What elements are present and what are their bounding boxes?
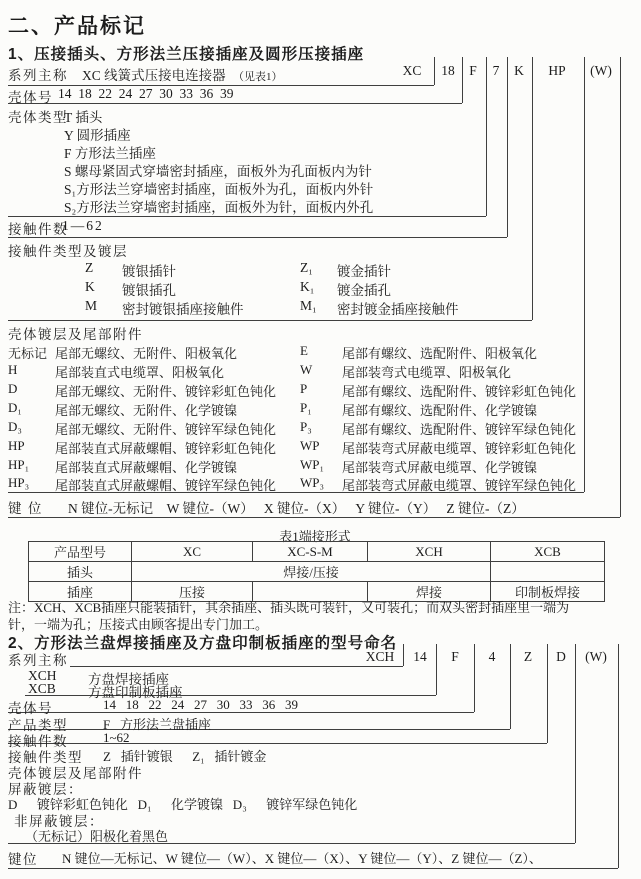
s1-ct-desc: 镀金插孔 <box>337 283 391 298</box>
s1-code-shelltype: F <box>469 63 477 78</box>
s1-ct-code: M <box>85 298 98 313</box>
s2-code-series: XCH <box>365 649 395 664</box>
s1-plating-desc: 尾部装直式屏蔽螺帽、镀锌彩虹色钝化 <box>55 441 277 456</box>
table-cell: XCB <box>491 542 605 562</box>
s1-plating-code: P₃ <box>300 419 312 434</box>
table-cell: XCH <box>368 542 491 562</box>
table-cell: 印制板焊接 <box>491 582 605 602</box>
s1-ct-code: K₁ <box>300 279 315 294</box>
s1-shelltype-item: T 插头 <box>64 110 103 125</box>
s1-plating-desc: 尾部无螺纹、无附件、阳极氧化 <box>55 346 238 361</box>
s2-code-contacttype: Z <box>523 649 533 664</box>
connector-hline <box>8 216 486 217</box>
s2-plating-label: 壳体镀层及尾部附件 <box>8 766 143 781</box>
section2-heading: 2、方形法兰盘焊接插座及方盘印制板插座的型号命名 <box>8 635 398 652</box>
s1-ct-code: K <box>85 279 95 294</box>
s2-contacttype-value: Z 插针镀银 Z₁ 插针镀金 <box>103 749 267 764</box>
s1-plating-code: D₁ <box>8 400 22 415</box>
connector-vline <box>436 644 437 695</box>
s1-code-shellno: 18 <box>441 63 455 78</box>
s1-plating-code: E <box>300 343 308 358</box>
s1-plating-desc: 尾部有螺纹、选配附件、镀锌彩虹色钝化 <box>342 384 577 399</box>
connector-hline <box>8 729 510 730</box>
connector-vline <box>462 57 463 103</box>
s1-ct-code: Z₁ <box>300 260 313 275</box>
s1-shelltype-label: 壳体类型 <box>8 110 68 125</box>
s1-plating-code: D <box>8 381 18 396</box>
table-cell: 插头 <box>29 562 132 582</box>
connector-vline <box>434 57 435 85</box>
connector-hline <box>25 695 436 696</box>
connector-hline <box>70 666 403 667</box>
s1-code-contactcount: 7 <box>492 63 500 78</box>
s1-ct-desc: 镀银插孔 <box>122 283 176 298</box>
connector-vline <box>532 57 533 320</box>
connector-vline <box>618 644 619 868</box>
s2-contactcount-value: 1~62 <box>103 730 130 745</box>
s1-plating-desc: 尾部有螺纹、选配附件、镀锌军绿色钝化 <box>342 422 577 437</box>
s2-shield-value: D 镀锌彩虹色钝化 D₁ 化学镀镍 D₃ 镀锌军绿色钝化 <box>8 797 358 812</box>
page-title: 二、产品标记 <box>8 15 146 38</box>
s1-plating-desc: 尾部无螺纹、无附件、镀锌军绿色钝化 <box>55 422 277 437</box>
s1-shellno-label: 壳体号 <box>8 90 53 105</box>
s1-plating-desc: 尾部装弯式屏蔽电缆罩、镀锌彩虹色钝化 <box>342 441 577 456</box>
connector-hline <box>8 517 620 518</box>
table-cell: 产品型号 <box>29 542 132 562</box>
connector-vline <box>547 644 548 743</box>
s2-shield-label: 屏蔽镀层： <box>8 782 83 797</box>
s1-plating-desc: 尾部有螺纹、选配附件、阳极氧化 <box>342 346 538 361</box>
table-cell: 插座 <box>29 582 132 602</box>
s1-plating-code: W <box>300 362 313 377</box>
s2-code-producttype: F <box>451 649 459 664</box>
s1-shelltype-item: S₂方形法兰穿墙密封插座，面板外为针，面板内外孔 <box>64 200 374 215</box>
s2-nonshield-label: 非屏蔽镀层： <box>14 814 104 829</box>
table-cell: XC <box>132 542 253 562</box>
s1-plating-desc: 尾部装弯式电缆罩、阳极氧化 <box>342 365 512 380</box>
s2-series-label: 系列主称 <box>8 653 68 668</box>
s1-shelltype-item: S 螺母紧固式穿墙密封插座，面板外为孔面板内为针 <box>64 164 372 179</box>
s2-producttype-value: F 方形法兰盘插座 <box>103 717 211 732</box>
s1-plating-code: P₁ <box>300 400 312 415</box>
s1-plating-code: WP <box>300 438 320 453</box>
s1-plating-desc: 尾部装弯式屏蔽电缆罩、镀锌军绿色钝化 <box>342 478 577 493</box>
s1-plating-desc: 尾部装直式屏蔽螺帽、镀锌军绿色钝化 <box>55 478 277 493</box>
s1-plating-code: 无标记 <box>8 346 48 361</box>
s1-code-contacttype: K <box>514 63 524 78</box>
table-cell: XC-S-M <box>253 542 368 562</box>
s1-contacttype-label: 接触件类型及镀层 <box>8 244 128 259</box>
s1-plating-code: HP <box>8 438 25 453</box>
s1-plating-code: WP₃ <box>300 475 325 490</box>
s1-plating-desc: 尾部装直式电缆罩、阳极氧化 <box>55 365 225 380</box>
s1-code-series: XC <box>402 63 422 78</box>
connector-hline <box>8 320 532 321</box>
s2-code-shellno: 14 <box>413 649 427 664</box>
s1-series-label: 系列主称 <box>8 68 68 83</box>
s1-plating-code: HP₁ <box>8 457 30 472</box>
s1-code-plating: HP <box>548 63 566 78</box>
table-cell <box>491 562 605 582</box>
connector-vline <box>403 644 404 666</box>
s1-shelltype-item: Y 圆形插座 <box>64 128 131 143</box>
s1-shellno-values: 14 18 22 24 27 30 33 36 39 <box>58 86 234 101</box>
s1-shelltype-item: F 方形法兰插座 <box>64 146 156 161</box>
s1-contactcount-value: 1—62 <box>62 218 104 233</box>
s1-key-value: N 键位-无标记 W 键位-（W） X 键位-（X） Y 键位-（Y） Z 键位-（Z） <box>68 501 525 516</box>
s2-shellno-values: 14 18 22 24 27 30 33 36 39 <box>103 697 298 712</box>
s2-contacttype-label: 接触件类型 <box>8 750 83 765</box>
s2-nonshield-value: （无标记）阳极化着黑色 <box>25 829 169 844</box>
s1-series-note: （见表1） <box>233 71 283 83</box>
s1-plating-desc: 尾部装弯式屏蔽电缆罩、化学镀镍 <box>342 460 538 475</box>
s1-plating-label: 壳体镀层及尾部附件 <box>8 327 143 342</box>
s1-plating-desc: 尾部无螺纹、无附件、化学镀镍 <box>55 403 238 418</box>
s2-code-plating: D <box>556 649 566 664</box>
connector-vline <box>584 57 585 492</box>
s1-plating-desc: 尾部装直式屏蔽螺帽、化学镀镍 <box>55 460 238 475</box>
connector-vline <box>575 644 576 843</box>
table-row <box>29 562 605 582</box>
connector-vline <box>486 57 487 216</box>
table-cell: 焊接 <box>368 582 491 602</box>
s2-code-key: (W) <box>585 649 607 664</box>
s1-plating-code: P <box>300 381 308 396</box>
connector-hline <box>8 743 547 744</box>
connector-hline <box>8 868 618 869</box>
s2-code-contactcount: 4 <box>488 649 496 664</box>
s1-ct-desc: 镀金插针 <box>337 264 391 279</box>
s1-contactcount-label: 接触件数 <box>8 222 68 237</box>
table-cell: 焊接/压接 <box>132 562 491 582</box>
connector-vline <box>507 57 508 237</box>
s2-series-option-desc: 方盘印制板插座 <box>88 685 183 700</box>
s1-ct-desc: 镀银插针 <box>122 264 176 279</box>
s1-plating-code: H <box>8 362 18 377</box>
table-row <box>29 542 605 562</box>
s1-ct-desc: 密封镀银插座接触件 <box>122 302 244 317</box>
s2-producttype-label: 产品类型 <box>8 718 68 733</box>
table1 <box>28 541 605 602</box>
connector-hline <box>8 103 462 104</box>
s1-code-key: (W) <box>590 63 612 78</box>
s1-plating-desc: 尾部无螺纹、无附件、镀锌彩虹色钝化 <box>55 384 277 399</box>
note-line2: 针，一端为孔；压接式由顾客提出专门加工。 <box>8 617 269 632</box>
s1-series-value: XC 线簧式压接电连接器 <box>82 68 226 83</box>
s1-shelltype-item: S₁方形法兰穿墙密封插座，面板外为孔，面板内外针 <box>64 182 374 197</box>
table1-caption: 表1端接形式 <box>279 529 351 544</box>
s2-series-option-code: XCH <box>28 668 57 683</box>
s1-ct-code: Z <box>85 260 94 275</box>
s2-shellno-label: 壳体号 <box>8 701 53 716</box>
s2-series-option-desc: 方盘焊接插座 <box>88 672 169 687</box>
s1-plating-code: D₃ <box>8 419 22 434</box>
connector-vline <box>474 644 475 712</box>
connector-vline <box>620 57 621 517</box>
s2-key-label: 键位 <box>8 852 38 867</box>
s2-series-option-code: XCB <box>28 681 56 696</box>
s1-plating-code: WP₁ <box>300 457 325 472</box>
s1-ct-code: M₁ <box>300 298 317 313</box>
s1-plating-desc: 尾部有螺纹、选配附件、化学镀镍 <box>342 403 538 418</box>
s1-ct-desc: 密封镀金插座接触件 <box>337 302 459 317</box>
s1-plating-code: HP₃ <box>8 475 30 490</box>
s2-contactcount-label: 接触件数 <box>8 734 68 749</box>
s1-key-label: 键 位 <box>8 501 43 516</box>
connector-vline <box>510 644 511 729</box>
table-cell: 压接 <box>132 582 253 602</box>
s2-key-value: N 键位—无标记、W 键位—（W）、X 键位—（X）、Y 键位—（Y）、Z 键位—（Z）、 <box>62 851 542 866</box>
section1-heading: 1、压接插头、方形法兰压接插座及圆形压接插座 <box>8 46 365 63</box>
connector-hline <box>8 237 507 238</box>
note-line1: 注：XCH、XCB插座只能装插针，其余插座、插头既可装针，又可装孔；而双头密封插座里一端为 <box>8 600 570 615</box>
